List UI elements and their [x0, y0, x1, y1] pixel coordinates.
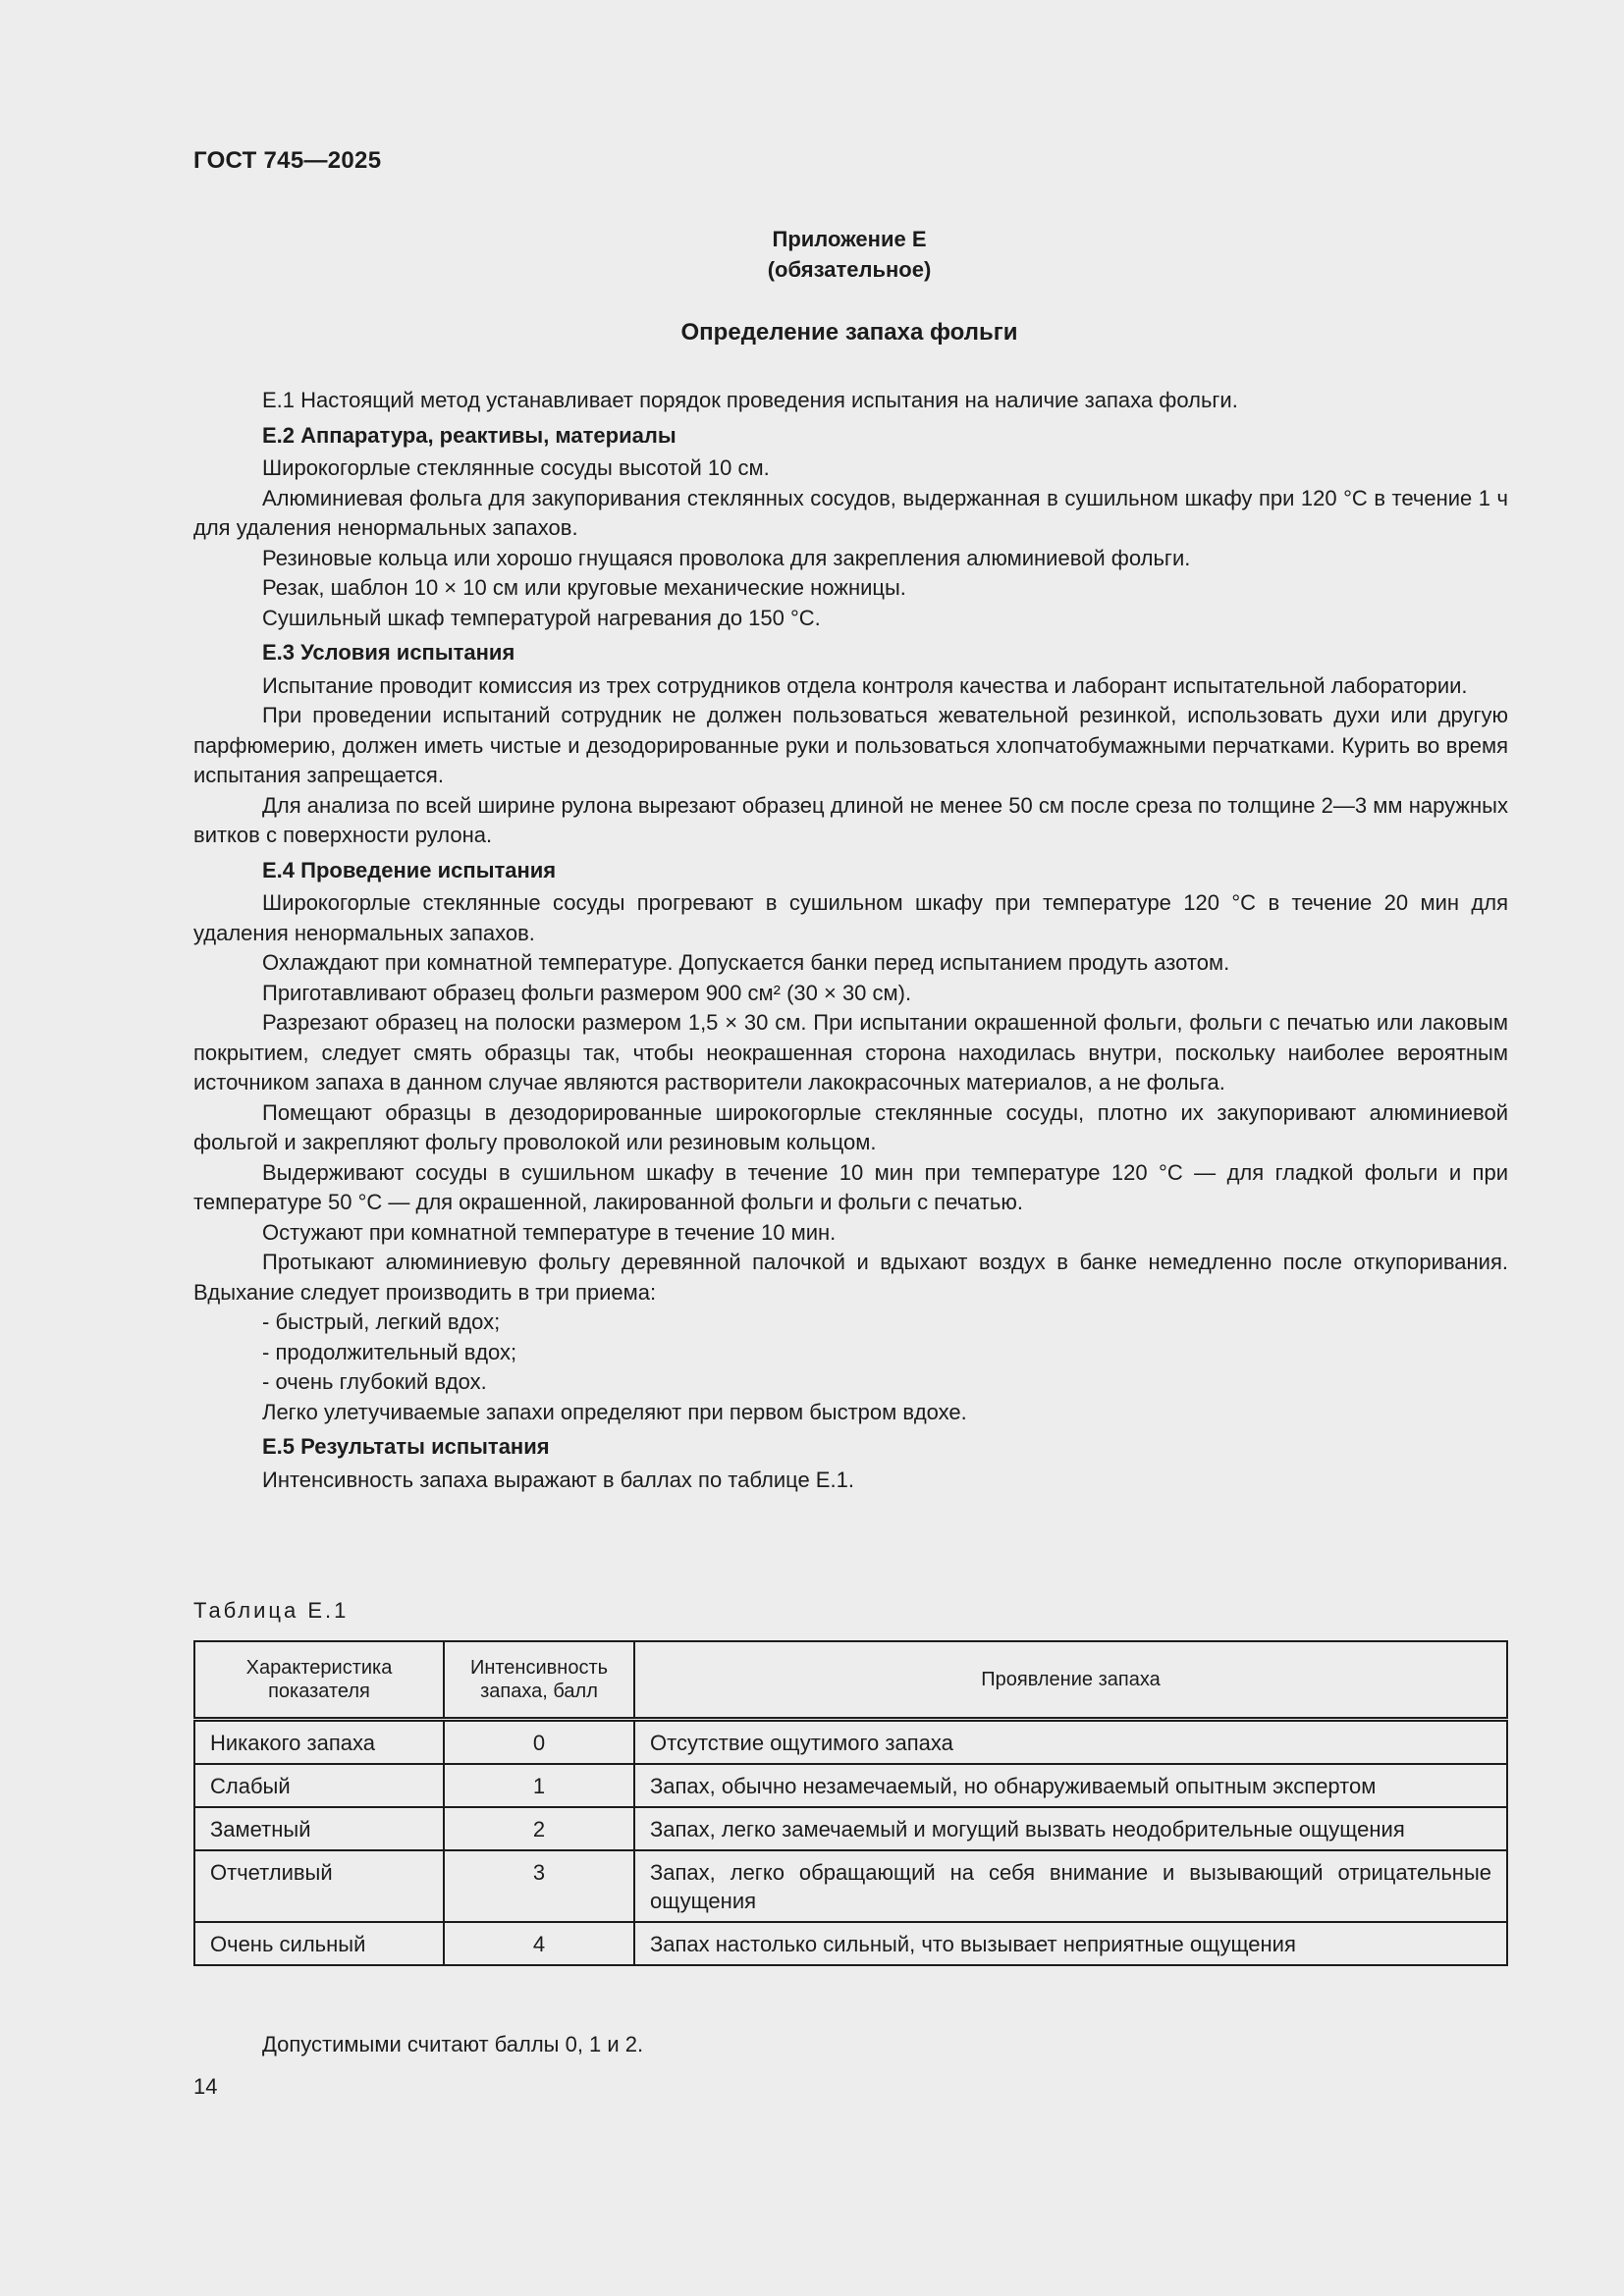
table-cell: 0 — [444, 1720, 634, 1765]
paragraph: Сушильный шкаф температурой нагревания до 150 °С. — [262, 605, 821, 630]
paragraph: Для анализа по всей ширине рулона вырезают образец длиной не менее 50 см после среза по толщине 2—3 мм наружных витков с поверхности рулона. — [193, 792, 1508, 847]
table-row — [194, 1850, 1507, 1922]
paragraph: Испытание проводит комиссия из трех сотрудников отдела контроля качества и лаборант испытательной лаборатории. — [262, 672, 1468, 698]
table-cell: Никакого запаха — [194, 1720, 444, 1765]
table-row — [194, 1764, 1507, 1807]
table-cell: 1 — [444, 1764, 634, 1807]
appendix-title: Приложение Е — [772, 227, 927, 251]
paragraph: Легко улетучиваемые запахи определяют при первом быстром вдохе. — [262, 1399, 967, 1424]
page-number: 14 — [193, 2074, 218, 2099]
table-header-row — [194, 1641, 1507, 1720]
paragraph: Интенсивность запаха выражают в баллах по таблице Е.1. — [262, 1467, 854, 1492]
section-heading: Е.4 Проведение испытания — [262, 857, 557, 882]
table-cell: Запах, легко обращающий на себя внимание и вызывающий отрицательные ощущения — [634, 1850, 1507, 1922]
paragraph: Приготавливают образец фольги размером 900 см² (30 × 30 см). — [262, 980, 912, 1005]
body-text — [193, 386, 1508, 1495]
table-cell: Запах настолько сильный, что вызывает неприятные ощущения — [634, 1922, 1507, 1965]
paragraph: Резиновые кольца или хорошо гнущаяся проволока для закрепления алюминиевой фольги. — [262, 545, 1191, 570]
table-cell: Заметный — [194, 1807, 444, 1850]
list-item: - продолжительный вдох; — [262, 1339, 517, 1364]
list-item: - быстрый, легкий вдох; — [262, 1309, 501, 1334]
paragraph: Помещают образцы в дезодорированные широкогорлые стеклянные сосуды, плотно их закупоривают алюминиевой фольгой и закрепляют фольгу проволокой или резиновым кольцом. — [193, 1099, 1508, 1154]
appendix-status: (обязательное) — [767, 257, 932, 282]
acceptance-note: Допустимыми считают баллы 0, 1 и 2. — [262, 2032, 644, 2056]
table-row — [194, 1720, 1507, 1765]
table-cell: Отсутствие ощутимого запаха — [634, 1720, 1507, 1765]
paragraph: Выдерживают сосуды в сушильном шкафу в течение 10 мин при температуре 120 °С — для гладкой фольги и при температуре 50 °С — для окрашенной, лакированной фольги и фольги с печатью. — [193, 1159, 1508, 1214]
paragraph: Охлаждают при комнатной температуре. Допускается банки перед испытанием продуть азотом. — [262, 950, 1230, 975]
table-header-cell: Проявление запаха — [634, 1641, 1507, 1720]
section-heading: Е.3 Условия испытания — [262, 640, 515, 665]
paragraph: При проведении испытаний сотрудник не должен пользоваться жевательной резинкой, использовать духи или другую парфюмерию, должен иметь чистые и дезодорированные руки и пользоваться хлопчатобумажными перчатками. Курить во время испытания запрещается. — [193, 703, 1508, 787]
table-cell: Запах, легко замечаемый и могущий вызвать неодобрительные ощущения — [634, 1807, 1507, 1850]
list-item: - очень глубокий вдох. — [262, 1369, 487, 1394]
table-row — [194, 1807, 1507, 1850]
section-heading: Е.5 Результаты испытания — [262, 1434, 550, 1459]
table-cell: 2 — [444, 1807, 634, 1850]
table-cell: 4 — [444, 1922, 634, 1965]
table-cell: Слабый — [194, 1764, 444, 1807]
table-caption: Таблица Е.1 — [193, 1598, 350, 1623]
table-cell: Очень сильный — [194, 1922, 444, 1965]
paragraph: Протыкают алюминиевую фольгу деревянной палочкой и вдыхают воздух в банке немедленно после откупоривания. Вдыхание следует производить в три приема: — [193, 1250, 1508, 1305]
table-cell: Отчетливый — [194, 1850, 444, 1922]
paragraph: Широкогорлые стеклянные сосуды прогревают в сушильном шкафу при температуре 120 °С в течение 20 мин для удаления ненормальных запахов. — [193, 890, 1508, 945]
paragraph: Алюминиевая фольга для закупоривания стеклянных сосудов, выдержанная в сушильном шкафу при 120 °С в течение 1 ч для удаления ненормальных запахов. — [193, 485, 1508, 540]
table-header-cell: Интенсивность запаха, балл — [444, 1641, 634, 1720]
table-cell: Запах, обычно незамечаемый, но обнаруживаемый опытным экспертом — [634, 1764, 1507, 1807]
table-cell: 3 — [444, 1850, 634, 1922]
paragraph: Резак, шаблон 10 × 10 см или круговые механические ножницы. — [262, 575, 906, 600]
paragraph: Е.1 Настоящий метод устанавливает порядок проведения испытания на наличие запаха фольги. — [262, 388, 1238, 412]
paragraph: Остужают при комнатной температуре в течение 10 мин. — [262, 1219, 837, 1245]
odor-intensity-table — [193, 1640, 1508, 1966]
section-heading: Е.2 Аппаратура, реактивы, материалы — [262, 422, 677, 448]
paragraph: Широкогорлые стеклянные сосуды высотой 10 см. — [262, 455, 770, 480]
table-row — [194, 1922, 1507, 1965]
document-header: ГОСТ 745—2025 — [193, 147, 382, 174]
table-header-cell: Характеристика показателя — [194, 1641, 444, 1720]
paragraph: Разрезают образец на полоски размером 1,5 × 30 см. При испытании окрашенной фольги, фольги с печатью или лаковым покрытием, следует смять образцы так, чтобы неокрашенная сторона находилась внутри, поскольку наиболее вероятным источником запаха в данном случае являются растворители лакокрасочных материалов, а не фольга. — [193, 1010, 1508, 1095]
appendix-heading: Определение запаха фольги — [680, 319, 1018, 346]
